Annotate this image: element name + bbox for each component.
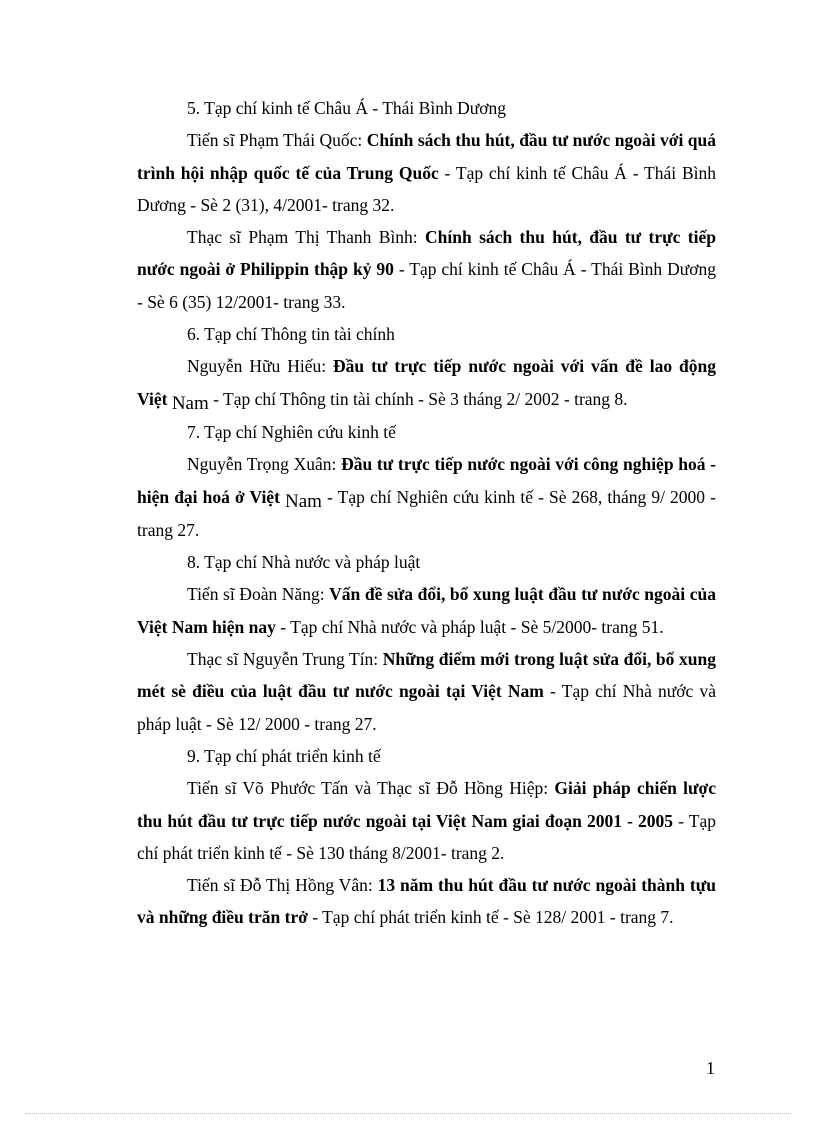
reference-entry	[137, 772, 716, 869]
article-title: Giải pháp chiến lược thu hút đầu tư trực tiếp nước ngoài tại Việt Nam giai đoạn 2001 - 2005	[137, 778, 716, 831]
text-segment: - Tạp chí kinh tế Châu Á - Thái Bình Dương - Sè 2 (31), 4/2001- trang 32.	[137, 162, 716, 215]
text-segment: Nguyễn Trọng Xuân:	[187, 454, 342, 475]
reference-entry	[137, 448, 716, 546]
section-heading	[137, 92, 716, 124]
article-title: Vấn đề sửa đổi, bổ xung luật đầu tư nước ngoài của Việt Nam hiện nay	[137, 584, 716, 637]
document-body	[137, 92, 716, 934]
text-segment: Nam	[171, 392, 209, 414]
section-heading	[137, 416, 716, 448]
page-number: 1	[706, 1058, 715, 1078]
text-segment: - Tạp chí Nhà nước và pháp luật - Sè 12/ 2000 - trang 27.	[137, 681, 716, 734]
text-segment: - Tạp chí Nghiên cứu kinh tế - Sè 268, tháng 9/ 2000 - trang 27.	[137, 486, 716, 540]
text-segment: Tiến sĩ Đoàn Năng:	[187, 584, 330, 605]
text-segment: - Tạp chí phát triển kinh tế - Sè 130 tháng 8/2001- trang 2.	[137, 810, 717, 863]
article-title: Những điểm mới trong luật sửa đổi, bổ xung mét sè điều của luật đầu tư nước ngoài tại Việt Nam	[137, 649, 716, 702]
reference-entry	[137, 124, 716, 221]
reference-entry	[137, 578, 716, 643]
section-heading	[137, 740, 716, 772]
text-segment: Tiến sĩ Đỗ Thị Hồng Vân:	[187, 875, 378, 896]
text-segment: 6. Tạp chí Thông tin tài chính	[187, 324, 395, 345]
text-segment: Thạc sĩ Nguyễn Trung Tín:	[187, 649, 383, 670]
text-segment: Tiến sĩ Võ Phước Tấn và Thạc sĩ Đỗ Hồng Hiệp:	[187, 778, 555, 799]
text-segment: - Tạp chí Thông tin tài chính - Sè 3 tháng 2/ 2002 - trang 8.	[208, 388, 628, 409]
article-title: Đầu tư trực tiếp nước ngoài với vấn đề lao động Việt	[137, 356, 716, 409]
text-segment: - Tạp chí phát triển kinh tế - Sè 128/ 2001 - trang 7.	[307, 907, 674, 928]
reference-entry	[137, 221, 716, 318]
reference-entry	[137, 643, 716, 740]
page-bottom-divider	[25, 1113, 791, 1114]
text-segment: Nguyễn Hữu Hiếu:	[187, 356, 334, 377]
article-title: 13 năm thu hút đầu tư nước ngoài thành tựu và những điều trăn trở	[137, 875, 716, 928]
text-segment: - Tạp chí kinh tế Châu Á - Thái Bình Dương - Sè 6 (35) 12/2001- trang 33.	[137, 259, 716, 312]
text-segment: 8. Tạp chí Nhà nước và pháp luật	[187, 552, 421, 573]
text-segment: - Tạp chí Nhà nước và pháp luật - Sè 5/2000- trang 51.	[275, 616, 664, 637]
reference-entry	[137, 869, 716, 934]
text-segment: Nam	[285, 490, 322, 512]
article-title: Đầu tư trực tiếp nước ngoài với công nghiệp hoá - hiện đại hoá ở Việt	[137, 454, 716, 507]
text-segment: 5. Tạp chí kinh tế Châu Á - Thái Bình Dương	[187, 98, 506, 118]
text-segment: Thạc sĩ Phạm Thị Thanh Bình:	[187, 227, 426, 248]
article-title: Chính sách thu hút, đầu tư trực tiếp nước ngoài ở Philippin thập kỷ 90	[137, 227, 716, 280]
text-segment: 7. Tạp chí Nghiên cứu kinh tế	[187, 421, 396, 442]
text-segment: 9. Tạp chí phát triển kinh tế	[187, 745, 381, 766]
article-title: Chính sách thu hút, đầu tư nước ngoài với quá trình hội nhập quốc tế của Trung Quốc	[137, 130, 716, 183]
section-heading	[137, 546, 716, 578]
text-segment: Tiến sĩ Phạm Thái Quốc:	[187, 130, 367, 151]
reference-entry	[137, 350, 716, 416]
section-heading	[137, 318, 716, 350]
